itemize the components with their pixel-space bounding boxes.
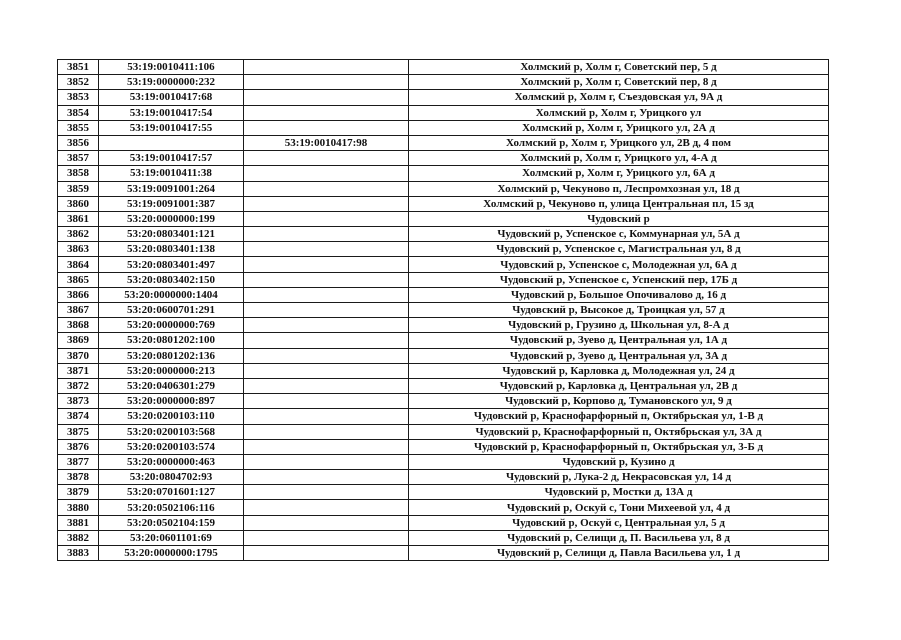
- extra-cadastral-number-cell: 53:19:0010417:98: [244, 135, 409, 150]
- table-row: [58, 151, 829, 166]
- cadastral-number-cell: 53:20:0200103:110: [99, 409, 244, 424]
- address-cell: Чудовский р, Большое Опочивалово д, 16 д: [409, 287, 829, 302]
- cadastral-number-cell: 53:20:0601101:69: [99, 530, 244, 545]
- extra-cadastral-number-cell: [244, 348, 409, 363]
- extra-cadastral-number-cell: [244, 272, 409, 287]
- row-number-cell: 3881: [58, 515, 99, 530]
- address-cell: Холмский р, Холм г, Советский пер, 8 д: [409, 75, 829, 90]
- extra-cadastral-number-cell: [244, 303, 409, 318]
- table-row: [58, 333, 829, 348]
- extra-cadastral-number-cell: [244, 227, 409, 242]
- row-number-cell: 3872: [58, 378, 99, 393]
- address-cell: Чудовский р, Оскуй с, Тони Михеевой ул, 4 д: [409, 500, 829, 515]
- extra-cadastral-number-cell: [244, 394, 409, 409]
- address-cell: Холмский р, Чекуново п, Леспромхозная ул, 18 д: [409, 181, 829, 196]
- cadastral-number-cell: 53:19:0010417:68: [99, 90, 244, 105]
- row-number-cell: 3851: [58, 60, 99, 75]
- extra-cadastral-number-cell: [244, 90, 409, 105]
- row-number-cell: 3873: [58, 394, 99, 409]
- cadastral-number-cell: [99, 135, 244, 150]
- address-cell: Холмский р, Холм г, Урицкого ул, 2А д: [409, 120, 829, 135]
- cadastral-number-cell: 53:20:0803401:121: [99, 227, 244, 242]
- address-cell: Чудовский р, Селищи д, Павла Васильева ул, 1 д: [409, 546, 829, 561]
- address-cell: Холмский р, Чекуново п, улица Центральная пл, 15 зд: [409, 196, 829, 211]
- table-row: [58, 60, 829, 75]
- row-number-cell: 3854: [58, 105, 99, 120]
- table-row: [58, 515, 829, 530]
- address-cell: Чудовский р, Лука-2 д, Некрасовская ул, 14 д: [409, 470, 829, 485]
- address-cell: Холмский р, Холм г, Съездовская ул, 9А д: [409, 90, 829, 105]
- address-cell: Холмский р, Холм г, Урицкого ул, 6А д: [409, 166, 829, 181]
- table-row: [58, 546, 829, 561]
- table-row: [58, 485, 829, 500]
- address-cell: Чудовский р, Корпово д, Тумановского ул, 9 д: [409, 394, 829, 409]
- cadastral-number-cell: 53:20:0000000:199: [99, 211, 244, 226]
- extra-cadastral-number-cell: [244, 333, 409, 348]
- table-row: [58, 303, 829, 318]
- extra-cadastral-number-cell: [244, 151, 409, 166]
- address-cell: Холмский р, Холм г, Урицкого ул: [409, 105, 829, 120]
- table-row: [58, 166, 829, 181]
- cadastral-number-cell: 53:19:0091001:264: [99, 181, 244, 196]
- address-cell: Холмский р, Холм г, Урицкого ул, 2В д, 4 пом: [409, 135, 829, 150]
- cadastral-number-cell: 53:20:0000000:769: [99, 318, 244, 333]
- address-cell: Чудовский р, Карловка д, Молодежная ул, 24 д: [409, 363, 829, 378]
- table-row: [58, 272, 829, 287]
- extra-cadastral-number-cell: [244, 530, 409, 545]
- table-row: [58, 439, 829, 454]
- extra-cadastral-number-cell: [244, 105, 409, 120]
- address-cell: Чудовский р, Успенское с, Успенский пер, 17Б д: [409, 272, 829, 287]
- address-cell: Чудовский р, Зуево д, Центральная ул, 1А д: [409, 333, 829, 348]
- table-row: [58, 90, 829, 105]
- row-number-cell: 3865: [58, 272, 99, 287]
- address-cell: Чудовский р, Краснофарфорный п, Октябрьская ул, 1-В д: [409, 409, 829, 424]
- table-row: [58, 348, 829, 363]
- extra-cadastral-number-cell: [244, 318, 409, 333]
- address-cell: Холмский р, Холм г, Урицкого ул, 4-А д: [409, 151, 829, 166]
- table-row: [58, 424, 829, 439]
- table-row: [58, 120, 829, 135]
- extra-cadastral-number-cell: [244, 60, 409, 75]
- cadastral-number-cell: 53:19:0091001:387: [99, 196, 244, 211]
- extra-cadastral-number-cell: [244, 485, 409, 500]
- row-number-cell: 3859: [58, 181, 99, 196]
- cadastral-number-cell: 53:19:0000000:232: [99, 75, 244, 90]
- row-number-cell: 3875: [58, 424, 99, 439]
- row-number-cell: 3871: [58, 363, 99, 378]
- cadastral-number-cell: 53:20:0803401:497: [99, 257, 244, 272]
- row-number-cell: 3860: [58, 196, 99, 211]
- row-number-cell: 3852: [58, 75, 99, 90]
- cadastral-number-cell: 53:20:0406301:279: [99, 378, 244, 393]
- table-row: [58, 363, 829, 378]
- cadastral-number-cell: 53:19:0010417:55: [99, 120, 244, 135]
- cadastral-number-cell: 53:20:0200103:568: [99, 424, 244, 439]
- table-body: [58, 60, 829, 561]
- address-cell: Чудовский р, Карловка д, Центральная ул, 2В д: [409, 378, 829, 393]
- address-cell: Чудовский р, Селищи д, П. Васильева ул, 8 д: [409, 530, 829, 545]
- extra-cadastral-number-cell: [244, 196, 409, 211]
- cadastral-number-cell: 53:20:0801202:136: [99, 348, 244, 363]
- row-number-cell: 3858: [58, 166, 99, 181]
- table-row: [58, 409, 829, 424]
- cadastral-number-cell: 53:19:0010411:38: [99, 166, 244, 181]
- extra-cadastral-number-cell: [244, 546, 409, 561]
- extra-cadastral-number-cell: [244, 515, 409, 530]
- cadastral-number-cell: 53:20:0000000:1404: [99, 287, 244, 302]
- cadastral-number-cell: 53:20:0804702:93: [99, 470, 244, 485]
- table-row: [58, 287, 829, 302]
- row-number-cell: 3874: [58, 409, 99, 424]
- address-cell: Чудовский р, Грузино д, Школьная ул, 8-А д: [409, 318, 829, 333]
- table-row: [58, 135, 829, 150]
- address-cell: Чудовский р, Краснофарфорный п, Октябрьская ул, 3-Б д: [409, 439, 829, 454]
- cadastral-number-cell: 53:19:0010411:106: [99, 60, 244, 75]
- table-row: [58, 257, 829, 272]
- cadastral-number-cell: 53:20:0701601:127: [99, 485, 244, 500]
- address-cell: Чудовский р: [409, 211, 829, 226]
- row-number-cell: 3856: [58, 135, 99, 150]
- extra-cadastral-number-cell: [244, 439, 409, 454]
- cadastral-number-cell: 53:20:0200103:574: [99, 439, 244, 454]
- row-number-cell: 3876: [58, 439, 99, 454]
- cadastral-number-cell: 53:20:0000000:463: [99, 454, 244, 469]
- address-cell: Чудовский р, Успенское с, Молодежная ул, 6А д: [409, 257, 829, 272]
- extra-cadastral-number-cell: [244, 211, 409, 226]
- table-row: [58, 196, 829, 211]
- property-table: [57, 59, 829, 561]
- extra-cadastral-number-cell: [244, 166, 409, 181]
- row-number-cell: 3882: [58, 530, 99, 545]
- cadastral-number-cell: 53:20:0000000:897: [99, 394, 244, 409]
- extra-cadastral-number-cell: [244, 378, 409, 393]
- extra-cadastral-number-cell: [244, 181, 409, 196]
- address-cell: Чудовский р, Успенское с, Магистральная ул, 8 д: [409, 242, 829, 257]
- extra-cadastral-number-cell: [244, 409, 409, 424]
- row-number-cell: 3862: [58, 227, 99, 242]
- row-number-cell: 3857: [58, 151, 99, 166]
- address-cell: Чудовский р, Кузино д: [409, 454, 829, 469]
- address-cell: Чудовский р, Оскуй с, Центральная ул, 5 д: [409, 515, 829, 530]
- extra-cadastral-number-cell: [244, 470, 409, 485]
- address-cell: Чудовский р, Зуево д, Центральная ул, 3А д: [409, 348, 829, 363]
- table-row: [58, 181, 829, 196]
- address-cell: Чудовский р, Мостки д, 13А д: [409, 485, 829, 500]
- row-number-cell: 3864: [58, 257, 99, 272]
- table-row: [58, 500, 829, 515]
- row-number-cell: 3880: [58, 500, 99, 515]
- extra-cadastral-number-cell: [244, 500, 409, 515]
- row-number-cell: 3853: [58, 90, 99, 105]
- table-row: [58, 75, 829, 90]
- cadastral-number-cell: 53:20:0803401:138: [99, 242, 244, 257]
- address-cell: Чудовский р, Успенское с, Коммунарная ул, 5А д: [409, 227, 829, 242]
- table-row: [58, 105, 829, 120]
- table-row: [58, 530, 829, 545]
- table-row: [58, 211, 829, 226]
- extra-cadastral-number-cell: [244, 120, 409, 135]
- address-cell: Чудовский р, Высокое д, Троицкая ул, 57 д: [409, 303, 829, 318]
- extra-cadastral-number-cell: [244, 242, 409, 257]
- cadastral-number-cell: 53:20:0600701:291: [99, 303, 244, 318]
- extra-cadastral-number-cell: [244, 454, 409, 469]
- row-number-cell: 3870: [58, 348, 99, 363]
- row-number-cell: 3861: [58, 211, 99, 226]
- table-row: [58, 470, 829, 485]
- cadastral-number-cell: 53:20:0803402:150: [99, 272, 244, 287]
- row-number-cell: 3879: [58, 485, 99, 500]
- address-cell: Холмский р, Холм г, Советский пер, 5 д: [409, 60, 829, 75]
- table-row: [58, 242, 829, 257]
- table-row: [58, 378, 829, 393]
- row-number-cell: 3869: [58, 333, 99, 348]
- extra-cadastral-number-cell: [244, 75, 409, 90]
- row-number-cell: 3855: [58, 120, 99, 135]
- row-number-cell: 3877: [58, 454, 99, 469]
- cadastral-number-cell: 53:20:0801202:100: [99, 333, 244, 348]
- row-number-cell: 3883: [58, 546, 99, 561]
- cadastral-number-cell: 53:19:0010417:54: [99, 105, 244, 120]
- cadastral-number-cell: 53:20:0502106:116: [99, 500, 244, 515]
- table-row: [58, 394, 829, 409]
- extra-cadastral-number-cell: [244, 363, 409, 378]
- table-row: [58, 318, 829, 333]
- address-cell: Чудовский р, Краснофарфорный п, Октябрьская ул, 3А д: [409, 424, 829, 439]
- cadastral-number-cell: 53:19:0010417:57: [99, 151, 244, 166]
- extra-cadastral-number-cell: [244, 257, 409, 272]
- row-number-cell: 3863: [58, 242, 99, 257]
- row-number-cell: 3867: [58, 303, 99, 318]
- table-row: [58, 227, 829, 242]
- extra-cadastral-number-cell: [244, 424, 409, 439]
- cadastral-number-cell: 53:20:0502104:159: [99, 515, 244, 530]
- extra-cadastral-number-cell: [244, 287, 409, 302]
- row-number-cell: 3866: [58, 287, 99, 302]
- row-number-cell: 3878: [58, 470, 99, 485]
- table-row: [58, 454, 829, 469]
- cadastral-number-cell: 53:20:0000000:213: [99, 363, 244, 378]
- row-number-cell: 3868: [58, 318, 99, 333]
- document-page: [57, 59, 829, 561]
- cadastral-number-cell: 53:20:0000000:1795: [99, 546, 244, 561]
